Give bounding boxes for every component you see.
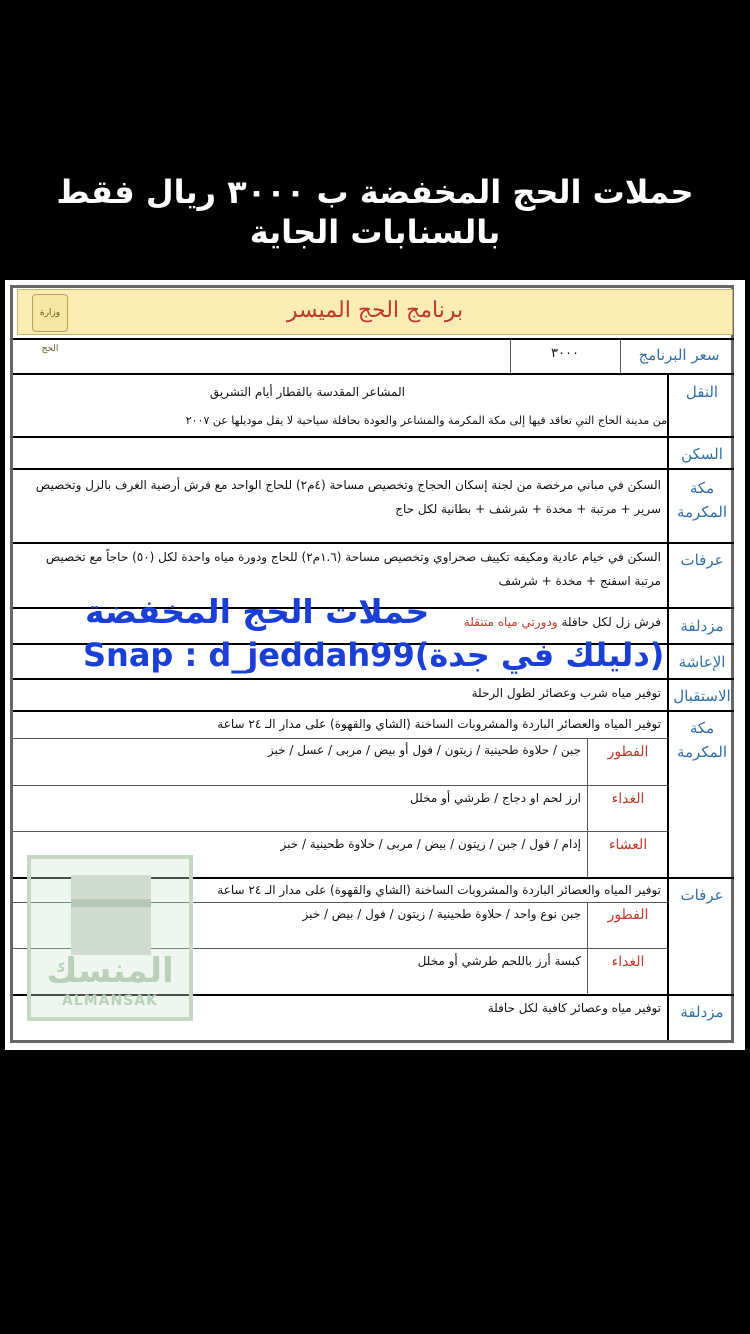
arafat-meals-intro: توفير المياه والعصائر الباردة والمشروبات الساخنة (الشاي والقهوة) على مدار الـ ٢٤ ساعة [217,883,661,897]
headline-line-2: بالسنابات الجاية [249,213,501,251]
housing-arafat-text: السكن في خيام عادية ومكيفه تكييف صحراوي وتخصيص مساحة (١.٦م٢) للحاج ودورة مياه واحدة لكل (٥٠) حاجاً مع تخصيص مرتبة اسفنج + مخدة + شرشف [45,550,661,588]
housing-label-makkah: مكة المكرمة [676,479,728,521]
meals-label-muzdalifah: مزدلفة [680,1003,724,1021]
section-label-transport: النقل [685,383,719,401]
headline-line-1: حملات الحج المخفضة ب ٣٠٠٠ ريال فقط [56,173,694,211]
meals-label-arafat: عرفات [680,886,724,904]
arafat-breakfast-text: جبن نوع واحد / حلاوة طحينية / زيتون / فول / بيض / خبز [302,907,581,921]
makkah-breakfast-label: الفطور [607,744,649,760]
reception-text: توفير مياه شرب وعصائر لطول الرحلة [471,686,661,700]
divider [13,542,734,544]
section-label-catering: الإعاشة [678,653,726,671]
arafat-breakfast-label: الفطور [607,907,649,923]
divider [620,340,621,373]
divider [13,338,734,340]
divider [13,373,734,375]
housing-label-arafat: عرفات [680,551,724,569]
makkah-breakfast-text: جبن / حلاوة طحينية / زيتون / فول أو بيض / مربى / عسل / خبز [267,743,581,757]
housing-makkah-text: السكن في مباني مرخصة من لجنة إسكان الحجاج وتخصيص مساحة (٤م٢) للحاج الواحد مع فرش أرضية الغرف بالزل وتخصيص سرير + مرتبة + مخدة + شرشف + بطانية لكل حاج [35,478,661,516]
makkah-lunch-label: الغداء [611,791,645,807]
divider [13,436,734,438]
muzdalifah-text-main: فرش زل لكل حافلة [561,615,661,629]
kaaba-band-icon [71,899,151,907]
transport-text-2: من مدينة الحاج التي تعاقد فيها إلى مكة المكرمة والمشاعر والعودة بحافلة سياحية لا يقل موديلها عن ٢٠٠٧ [185,414,667,427]
housing-label-muzdalifah: مزدلفة [680,617,724,635]
makkah-meals-intro: توفير المياه والعصائر الباردة والمشروبات الساخنة (الشاي والقهوة) على مدار الـ ٢٤ ساعة [217,717,661,731]
almansak-watermark [27,855,193,1021]
watermark-arabic: المنسك [46,951,174,991]
section-label-reception: الاستقبال [673,687,731,705]
divider [13,468,734,470]
makkah-dinner-text: إدام / فول / جبن / زيتون / بيض / مربى / حلاوة طحينية / خبز [280,837,581,851]
label-column-divider [667,375,669,1040]
transport-text-1: المشاعر المقدسة بالقطار أيام التشريق [209,385,405,399]
price-label: سعر البرنامج [638,346,720,364]
overlay-promo-title: حملات الحج المخفضة [85,592,430,631]
meals-label-makkah: مكة المكرمة [676,719,728,761]
program-title: برنامج الحج الميسر [286,298,464,323]
divider [13,678,734,680]
overlay-snap-handle: Snap : d_jeddah99(دليلك في جدة) [83,636,665,674]
kaaba-icon [71,875,151,955]
watermark-english: ALMANSAK [61,993,158,1009]
muzdalifah-meals-text: توفير مياه وعصائر كافية لكل حافلة [487,1001,661,1015]
arafat-lunch-label: الغداء [611,954,645,970]
makkah-dinner-label: العشاء [608,837,648,853]
divider [587,738,588,878]
muzdalifah-text-red: ودورتي مياه متنقلة [463,615,558,629]
divider [510,340,511,373]
ministry-logo-icon: وزارة الحج [32,294,68,332]
makkah-lunch-text: ارز لحم او دجاج / طرشي أو مخلل [410,791,581,805]
price-value: ٣٠٠٠ [551,346,579,361]
program-document [5,280,745,1050]
section-label-housing: السكن [681,445,723,463]
arafat-lunch-text: كبسة أرز باللحم طرشي أو مخلل [417,954,581,968]
